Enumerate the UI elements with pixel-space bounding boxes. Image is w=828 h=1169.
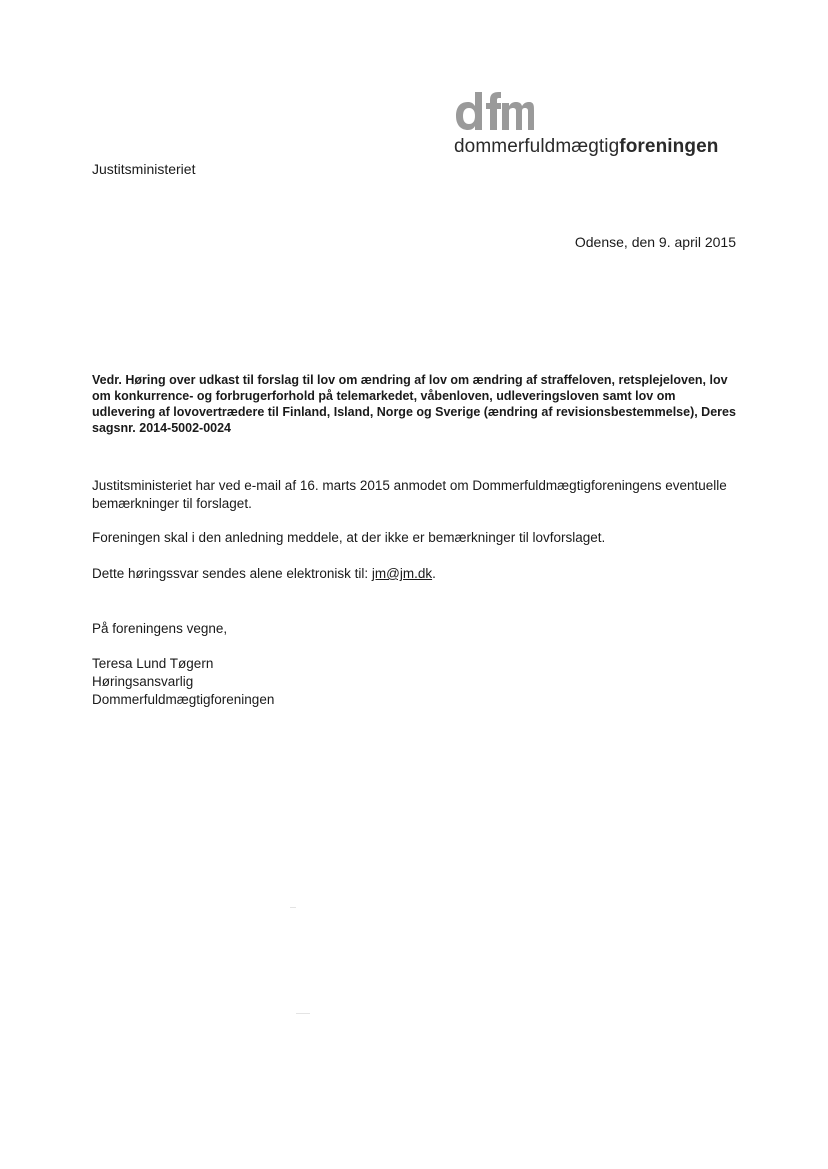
logo-wordmark-regular: dommerfuldmægtig <box>454 136 620 157</box>
closing-line: På foreningens vegne, <box>92 621 228 636</box>
signatory-name: Teresa Lund Tøgern <box>92 656 214 671</box>
organization-logo <box>452 92 742 162</box>
signature-block <box>92 655 732 709</box>
logo-wordmark-bold: foreningen <box>619 136 719 157</box>
subject-line: Vedr. Høring over udkast til forslag til lov om ændring af lov om ændring af straffeloven, retsplejeloven, lov om konkurrence- og forbrugerforhold på telemarkedet, våbenloven, udleveringsloven samt lov om udlevering af lovovertrædere til Finland, Island, Norge og Sverige (ændring af revisionsbestemmelse), Deres sagsnr. 2014-5002-0024 <box>92 373 736 435</box>
logo-mark-shapes <box>456 92 534 130</box>
paragraph-3-suffix: . <box>432 566 436 581</box>
dfm-logo-mark <box>454 92 534 134</box>
recipient: Justitsministeriet <box>92 161 196 177</box>
scan-speck <box>290 907 296 908</box>
scan-speck <box>296 1013 310 1014</box>
signatory-organization: Dommerfuldmægtigforeningen <box>92 692 275 707</box>
signatory-role: Høringsansvarlig <box>92 674 194 689</box>
email-link[interactable]: jm@jm.dk <box>371 566 433 581</box>
paragraph-3-text: Dette høringssvar sendes alene elektronisk til: <box>92 566 372 581</box>
letter-date: Odense, den 9. april 2015 <box>574 234 736 250</box>
logo-wordmark <box>454 136 718 158</box>
body-paragraph-1: Justitsministeriet har ved e-mail af 16. marts 2015 anmodet om Dommerfuldmægtigforeningens eventuelle bemærkninger til forslaget. <box>92 478 727 511</box>
body-paragraph-2: Foreningen skal i den anledning meddele, at der ikke er bemærkninger til lovforslaget. <box>92 530 606 545</box>
body-paragraph-3 <box>92 565 732 583</box>
